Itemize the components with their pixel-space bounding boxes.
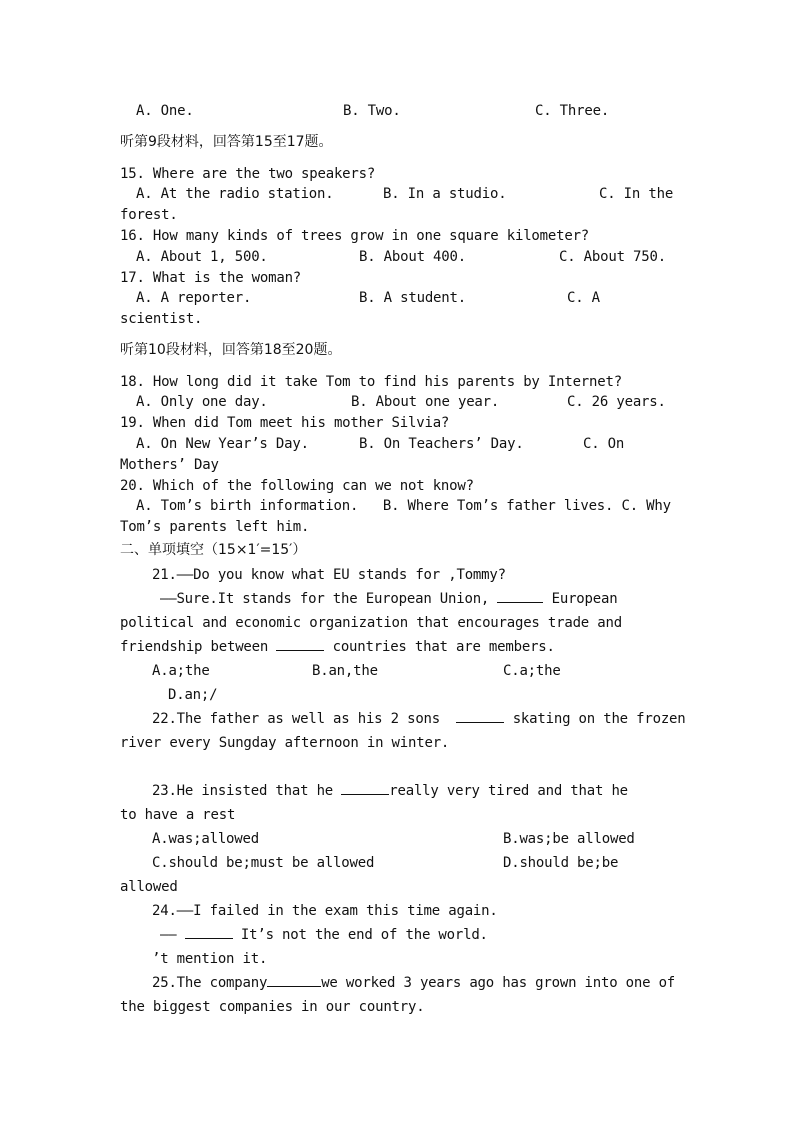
q18-stem: 18. How long did it take Tom to find his parents by Internet? (120, 374, 622, 390)
q18-option-c: C. 26 years. (567, 394, 666, 410)
q17-option-b: B. A student. (359, 290, 466, 306)
answer-blank (341, 782, 389, 795)
q17-option-c: C. A (567, 290, 600, 306)
q20-stem: 20. Which of the following can we not know? (120, 478, 474, 494)
q16-option-b: B. About 400. (359, 249, 466, 265)
q18-option-b: B. About one year. (351, 394, 500, 410)
q19-option-c-continued: Mothers’ Day (120, 457, 219, 473)
q14-option-a: A. One. (136, 103, 194, 119)
q19-option-c: C. On (583, 436, 625, 452)
q23-option-c: C.should be;must be allowed (152, 855, 375, 871)
q21-line-2: ——Sure.It stands for the European Union, European (160, 591, 618, 607)
q21-option-d: D.an;/ (168, 687, 218, 703)
q25-line-1: 25.The company we worked 3 years ago has grown into one of (152, 975, 676, 991)
answer-blank (185, 926, 233, 939)
q15-option-a: A. At the radio station. (136, 186, 334, 202)
q19-option-a: A. On New Year’s Day. (136, 436, 309, 452)
q21-option-c: C.a;the (503, 663, 561, 679)
q21-line-4: friendship between countries that are members. (120, 639, 555, 655)
q14-option-b: B. Two. (343, 103, 401, 119)
q22-line-1: 22.The father as well as his 2 sons skating on the frozen (152, 711, 686, 727)
q23-option-d: D.should be;be (503, 855, 619, 871)
part-2-heading: 二、单项填空（15×1′=15′） (120, 542, 307, 558)
q21-line-3: political and economic organization that encourages trade and (120, 615, 622, 631)
q19-option-b: B. On Teachers’ Day. (359, 436, 524, 452)
q21-option-b: B.an,the (312, 663, 378, 679)
q25-line-2: the biggest companies in our country. (120, 999, 425, 1015)
q19-stem: 19. When did Tom meet his mother Silvia? (120, 415, 450, 431)
q22-line-2: river every Sungday afternoon in winter. (120, 735, 450, 751)
q15-option-c: C. In the (599, 186, 674, 202)
q14-option-c: C. Three. (535, 103, 610, 119)
q15-option-c-continued: forest. (120, 207, 178, 223)
q18-option-a: A. Only one day. (136, 394, 268, 410)
q16-stem: 16. How many kinds of trees grow in one square kilometer? (120, 228, 590, 244)
q16-option-c: C. About 750. (559, 249, 666, 265)
q17-option-a: A. A reporter. (136, 290, 252, 306)
q24-line-1: 24.——I failed in the exam this time again. (152, 903, 498, 919)
answer-blank (456, 710, 504, 723)
q23-option-d-continued: allowed (120, 879, 178, 895)
q21-line-1: 21.——Do you know what EU stands for ,Tommy? (152, 567, 506, 583)
q24-line-2: —— It’s not the end of the world. (160, 927, 488, 943)
q15-option-b: B. In a studio. (383, 186, 507, 202)
q20-options-continued: Tom’s parents left him. (120, 519, 310, 535)
q17-option-c-continued: scientist. (120, 311, 203, 327)
q23-option-a: A.was;allowed (152, 831, 259, 847)
section-10-instruction: 听第10段材料，回答第18至20题。 (120, 342, 342, 358)
q20-options-line: A. Tom’s birth information. B. Where Tom’s father lives. C. Why (136, 498, 671, 514)
q23-line-1: 23.He insisted that he really very tired and that he (152, 783, 628, 799)
answer-blank (267, 974, 321, 987)
q17-stem: 17. What is the woman? (120, 270, 302, 286)
q16-option-a: A. About 1, 500. (136, 249, 268, 265)
q23-line-2: to have a rest (120, 807, 236, 823)
q15-stem: 15. Where are the two speakers? (120, 166, 376, 182)
section-9-instruction: 听第9段材料，回答第15至17题。 (120, 134, 333, 150)
answer-blank (497, 590, 543, 603)
q23-option-b: B.was;be allowed (503, 831, 635, 847)
q21-option-a: A.a;the (152, 663, 210, 679)
answer-blank (276, 638, 324, 651)
q24-line-3: ’t mention it. (152, 951, 268, 967)
